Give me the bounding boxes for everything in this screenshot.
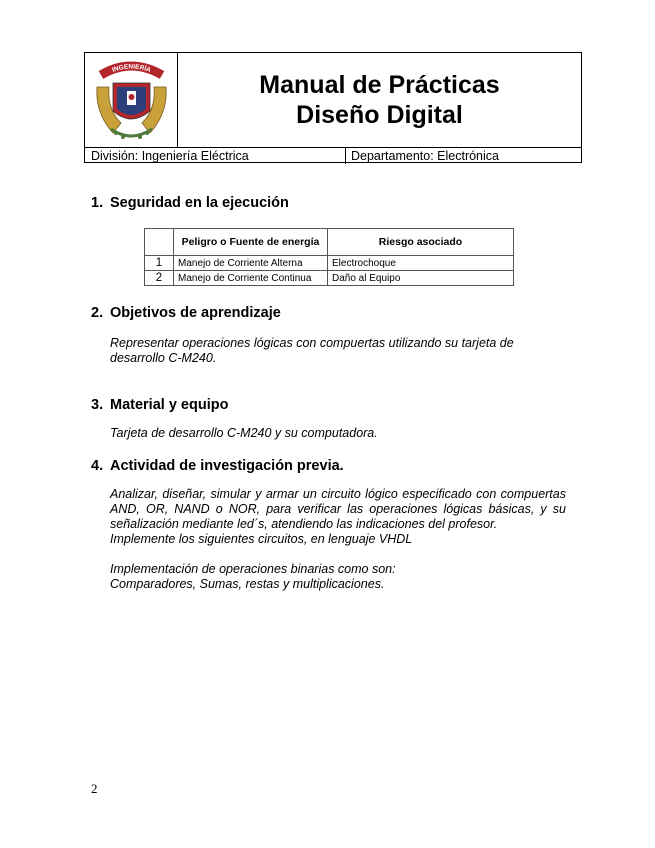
table-header-risk: Riesgo asociado [328, 229, 514, 256]
section-title: Seguridad en la ejecución [110, 195, 289, 211]
actividad-text-4: Comparadores, Sumas, restas y multiplicaciones. [110, 577, 385, 591]
manual-title: Manual de Prácticas [259, 71, 500, 99]
actividad-text-2: Implemente los siguientes circuitos, en lenguaje VHDL [110, 532, 413, 546]
document-header [84, 52, 582, 163]
material-text: Tarjeta de desarrollo C-M240 y su computadora. [110, 426, 378, 440]
actividad-text-3: Implementación de operaciones binarias como son: [110, 562, 396, 576]
svg-text:INGENIERÍA: INGENIERÍA [111, 63, 152, 74]
unam-engineering-logo [85, 53, 178, 147]
section-number: 4. [91, 458, 104, 474]
row-risk: Daño al Equipo [328, 271, 514, 286]
actividad-text-1: Analizar, diseñar, simular y armar un circuito lógico especificado con compuertas AND, OR, NAND o NOR, para verificar las operaciones lógicas básicas, y su señalización mediante led´s, atendiendo las indicaciones del profesor. [110, 487, 566, 531]
section-title: Material y equipo [110, 397, 229, 413]
spacer [110, 547, 566, 562]
section-number: 3. [91, 397, 104, 413]
course-title: Diseño Digital [296, 101, 463, 129]
table-row [145, 256, 514, 271]
info-divider [345, 148, 346, 164]
row-number: 1 [145, 256, 174, 271]
title-cell [178, 53, 581, 147]
row-number: 2 [145, 271, 174, 286]
table-row [145, 271, 514, 286]
section-number: 1. [91, 195, 104, 211]
section-title: Actividad de investigación previa. [110, 458, 344, 474]
objetivos-paragraph [110, 336, 550, 366]
row-source: Manejo de Corriente Continua [174, 271, 328, 286]
section-number: 2. [91, 305, 104, 321]
departamento-label: Departamento: Electrónica [351, 149, 499, 163]
table-header-num [145, 229, 174, 256]
row-risk: Electrochoque [328, 256, 514, 271]
logo-cell [85, 53, 178, 147]
material-paragraph [110, 426, 566, 441]
division-label: División: Ingeniería Eléctrica [91, 149, 249, 163]
objetivos-text: Representar operaciones lógicas con compuertas utilizando su tarjeta de desarrollo C-M240. [110, 336, 514, 365]
section-title: Objetivos de aprendizaje [110, 305, 281, 321]
page-number: 2 [91, 781, 98, 796]
table-header-source: Peligro o Fuente de energía [174, 229, 328, 256]
header-info-row [85, 147, 581, 164]
table-header-row [145, 229, 514, 256]
row-source: Manejo de Corriente Alterna [174, 256, 328, 271]
hazard-table [144, 228, 514, 286]
actividad-paragraph [110, 487, 566, 592]
